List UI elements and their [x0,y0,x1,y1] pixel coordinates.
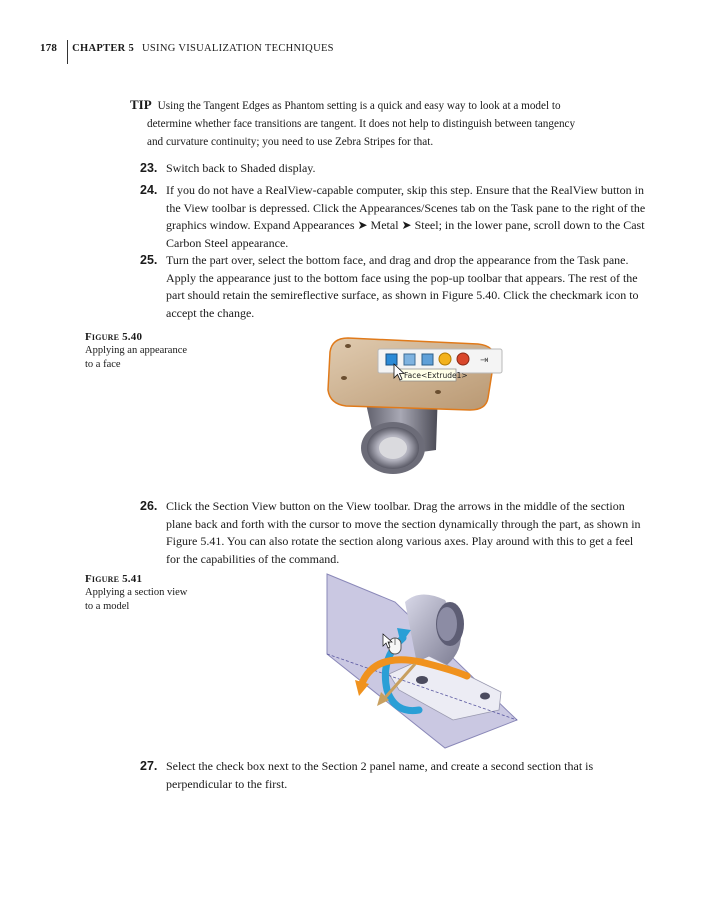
chapter-label: CHAPTER 5 [72,43,135,54]
tip-line-3: and curvature continuity; you need to use Zebra Stripes for that. [147,136,434,148]
figure-5-40-caption [85,330,225,372]
apply-body-icon[interactable] [422,354,433,365]
step-text: Turn the part over, select the bottom face, and drag and drop the appearance from the Task pane. Apply the appearance just to the bottom face using the pop-up toolbar that appears. The rest of the part should retain the semireflective surface, as shown in Figure 5.40. Click the checkmark icon to accept the change. [166,253,639,320]
step-27 [140,758,650,793]
chapter-title: USING VISUALIZATION TECHNIQUES [142,43,334,54]
apply-face-icon[interactable] [386,354,397,365]
figure-5-41-image [325,572,520,750]
tip-label: TIP [130,97,152,112]
running-header [40,40,334,66]
step-text: If you do not have a RealView-capable computer, skip this step. Ensure that the RealView button in the View toolbar is depressed. Click the Appearances/Scenes tab on the Task pane to the right of the graphics window. Expand Appearances ➤ Metal ➤ Steel; in the lower pane, scroll down to the Cast Carbon Steel appearance. [166,183,646,250]
appearance-icon[interactable] [457,353,469,365]
caption-line-1: Applying an appearance [85,345,188,356]
step-text: Select the check box next to the Section 2 panel name, and create a second section that is perpendicular to the first. [166,759,594,791]
tip-box [130,96,640,151]
part-appearance-illustration [318,330,508,488]
bolt-hole [341,376,347,380]
step-23 [140,160,650,178]
caption-line-2: to a model [85,601,130,612]
tip-line-1: Using the Tangent Edges as Phantom setting is a quick and easy way to look at a model to [157,100,561,112]
bolt-hole [435,390,441,394]
step-number: 24. [140,183,158,197]
part-bore-inner [437,607,457,641]
pin-icon[interactable]: ⇥ [480,355,489,366]
step-24 [140,182,650,252]
base-hole [480,693,490,700]
base-hole [416,676,428,684]
step-number: 25. [140,253,158,267]
apply-part-icon[interactable] [439,353,451,365]
step-text: Click the Section View button on the View toolbar. Drag the arrows in the middle of the section plane back and forth with the cursor to move the section dynamically through the part, as shown in Figure 5.41. You can also rotate the section along various axes. Play around with this to get a feel for the capabilities of the command. [166,499,641,566]
bolt-hole [345,344,351,348]
page-number: 178 [40,42,58,54]
step-number: 23. [140,161,158,175]
figure-5-40-image [318,330,508,488]
step-text: Switch back to Shaded display. [166,161,316,175]
section-view-illustration [325,572,520,750]
figure-label: Figure 5.40 [85,331,143,343]
apply-feature-icon[interactable] [404,354,415,365]
part-bore-inner [379,437,407,459]
figure-label: Figure 5.41 [85,573,143,585]
step-26 [140,498,650,568]
step-25 [140,252,650,322]
face-tooltip: Face<Extrude1> [404,371,468,380]
figure-5-41-caption [85,572,225,614]
caption-line-2: to a face [85,359,121,370]
step-number: 27. [140,759,158,773]
caption-line-1: Applying a section view [85,587,188,598]
header-divider [67,40,68,64]
tip-line-2: determine whether face transitions are tangent. It does not help to distinguish between tangency [147,118,576,130]
step-number: 26. [140,499,158,513]
